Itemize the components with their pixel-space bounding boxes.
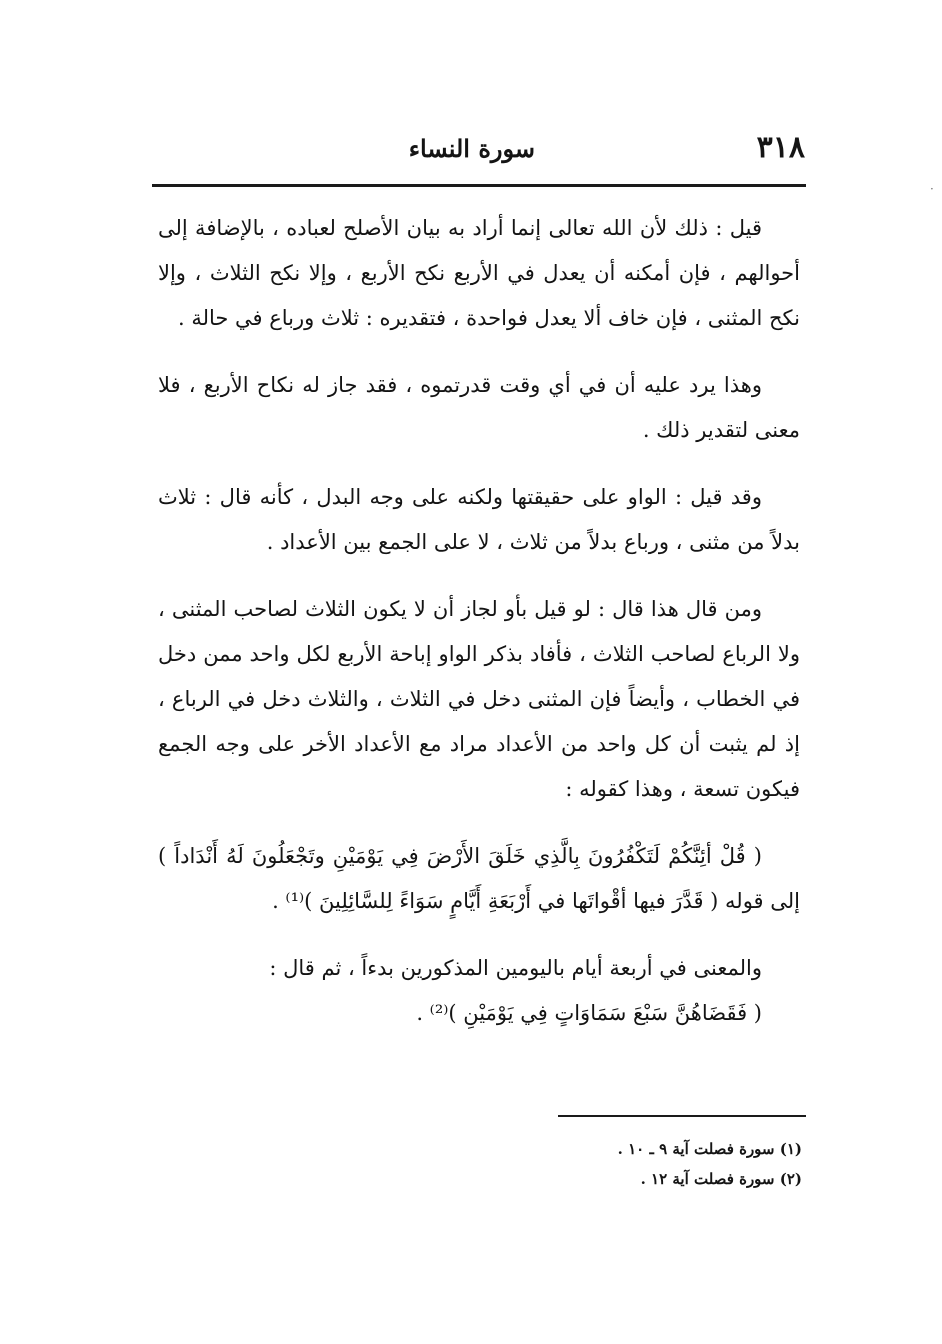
footnotes <box>382 1134 802 1194</box>
page-header <box>155 118 805 172</box>
header-rule <box>152 184 806 187</box>
footnote-2: (٢) سورة فصلت آية ١٢ . <box>640 1170 802 1188</box>
paragraph-3: وقد قيل : الواو على حقيقتها ولكنه على وجه البدل ، كأنه قال : ثلاث بدلاً من مثنى ، ورباع بدلاً من ثلاث ، لا على الجمع بين الأعداد . <box>158 485 800 554</box>
paragraph-2: وهذا يرد عليه أن في أي وقت قدرتموه ، فقد جاز له نكاح الأربع ، فلا معنى لتقدير ذلك . <box>158 373 800 442</box>
quran-verse-1: ( قُلْ أئِنَّكُمْ لَتَكْفُرُونَ بِالَّذِي خَلَقَ الأَرْضَ فِي يَوْمَيْنِ وتَجْعَلُونَ لَهُ أَنْدَاداً ) إلى قوله ( قَدَّرَ فيها أقْواتَها في أَرْبَعَةِ أَيَّامٍ سَوَاءً لِلسَّائِلِينَ )⁽¹⁾ . <box>158 844 800 913</box>
running-title: سورة النساء <box>408 134 535 163</box>
page-number: ٣١٨ <box>756 130 805 165</box>
paragraph-1: قيل : ذلك لأن الله تعالى إنما أراد به بيان الأصلح لعباده ، بالإضافة إلى أحوالهم ، فإن أمكنه أن يعدل في الأربع نكح الأربع ، وإلا نكح الثلاث ، وإلا نكح المثنى ، فإن خاف ألا يعدل فواحدة ، فتقديره : ثلاث ورباع في حالة . <box>158 216 801 330</box>
footnote-1: (١) سورة فصلت آية ٩ ـ ١٠ . <box>617 1140 802 1158</box>
scan-mark: · <box>930 182 934 196</box>
footnote-rule <box>558 1115 806 1117</box>
quran-verse-2: ( فَقَضَاهُنَّ سَبْعَ سَمَاوَاتٍ فِي يَوْمَيْنِ )⁽²⁾ . <box>416 1001 762 1025</box>
meaning-line: والمعنى في أربعة أيام باليومين المذكورين بدءاً ، ثم قال : <box>269 956 762 980</box>
paragraph-4: ومن قال هذا قال : لو قيل بأو لجاز أن لا يكون الثلاث لصاحب المثنى ، ولا الرباع لصاحب الثلاث ، فأفاد بذكر الواو إباحة الأربع لكل واحد ممن دخل في الخطاب ، وأيضاً فإن المثنى دخل في الثلاث ، والثلاث دخل في الرباع ، إذ لم يثبت أن كل واحد من الأعداد مراد مع الأعداد الأخر على وجه الجمع فيكون تسعة ، وهذا كقوله : <box>158 597 800 801</box>
body-text <box>158 206 800 1036</box>
